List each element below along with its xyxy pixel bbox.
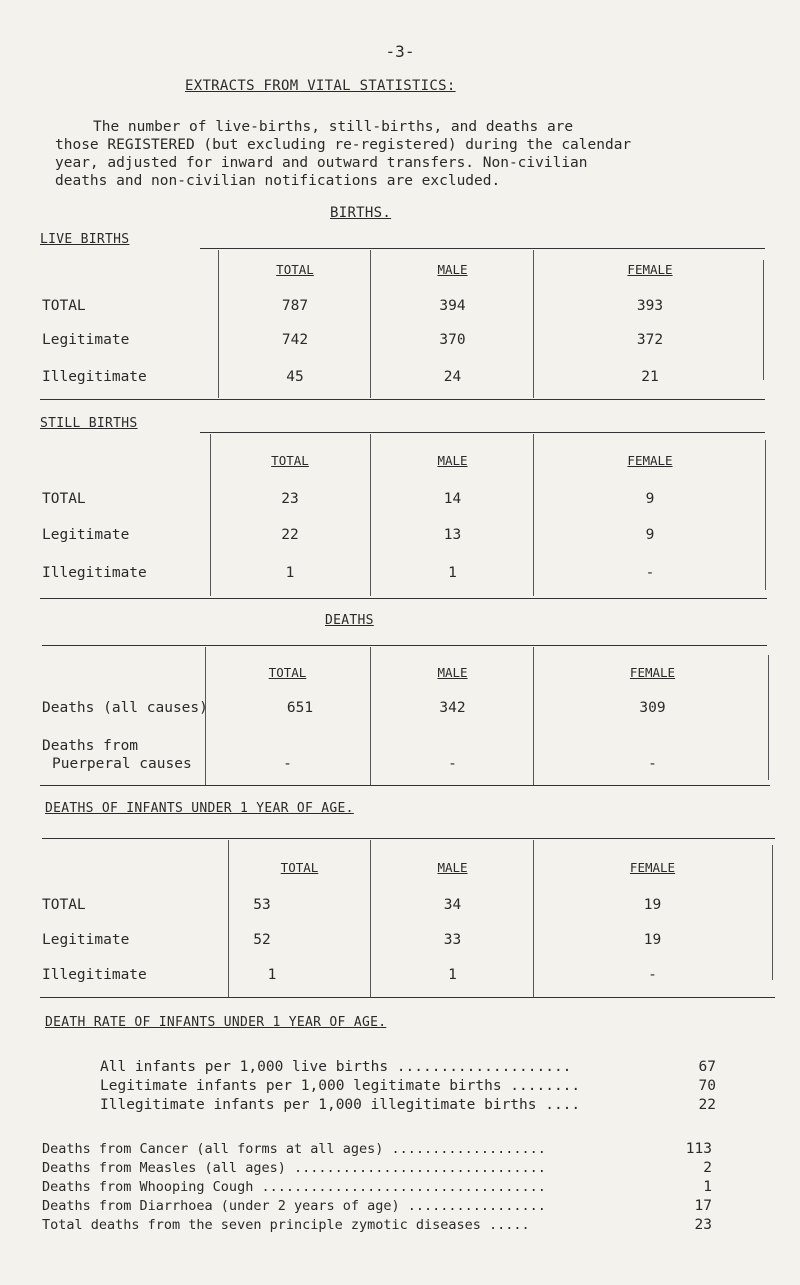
table-cell: 34 xyxy=(443,897,462,913)
table-cell: 394 xyxy=(439,298,466,314)
table-cell: 742 xyxy=(281,332,309,348)
column-divider xyxy=(772,845,773,980)
still-births-heading: STILL BIRTHS xyxy=(40,416,138,431)
column-divider xyxy=(370,434,371,596)
rate-line-label: Legitimate infants per 1,000 legitimate births ........ xyxy=(100,1078,581,1094)
table-cell: - xyxy=(645,565,655,581)
row-label: Deaths (all causes) xyxy=(42,700,208,716)
table-cell: - xyxy=(283,756,292,772)
table-cell: 9 xyxy=(645,491,655,507)
table-cell: - xyxy=(648,756,657,772)
other-deaths-label: Deaths from Cancer (all forms at all ages) ................... xyxy=(42,1141,546,1157)
births-heading: BIRTHS. xyxy=(330,205,392,221)
column-divider xyxy=(533,250,534,398)
table-cell: 19 xyxy=(643,897,662,913)
table-rule xyxy=(42,645,767,646)
other-deaths-label: Deaths from Measles (all ages) ............................... xyxy=(42,1160,546,1176)
other-deaths-label: Deaths from Whooping Cough ................................... xyxy=(42,1179,546,1195)
table-cell: 393 xyxy=(636,298,664,314)
table-cell: 23 xyxy=(281,491,299,507)
table-cell: 9 xyxy=(645,527,655,543)
table-cell: 14 xyxy=(443,491,462,507)
rate-line-value: 22 xyxy=(698,1097,716,1113)
other-deaths-value: 113 xyxy=(685,1141,712,1157)
table-cell: 52 xyxy=(253,932,271,948)
rate-line-label: Illegitimate infants per 1,000 illegitimate births .... xyxy=(100,1097,581,1113)
infant-death-rate-heading: DEATH RATE OF INFANTS UNDER 1 YEAR OF AGE. xyxy=(45,1015,387,1030)
column-header-female: FEMALE xyxy=(627,453,673,468)
table-cell: 370 xyxy=(439,332,466,348)
page-number: -3- xyxy=(385,42,415,61)
column-header-male: MALE xyxy=(437,860,468,875)
table-cell: - xyxy=(648,967,657,983)
column-divider xyxy=(768,655,769,780)
table-cell: 1 xyxy=(285,565,295,581)
table-rule xyxy=(40,598,767,599)
table-rule xyxy=(40,399,765,400)
other-deaths-label: Deaths from Diarrhoea (under 2 years of age) ................. xyxy=(42,1198,546,1214)
rate-line-value: 67 xyxy=(698,1059,716,1075)
column-header-male: MALE xyxy=(437,262,468,277)
other-deaths-value: 1 xyxy=(703,1179,712,1195)
table-rule xyxy=(42,838,775,839)
column-header-female: FEMALE xyxy=(629,665,676,680)
table-cell: 1 xyxy=(448,967,457,983)
other-deaths-value: 2 xyxy=(703,1160,712,1176)
intro-paragraph xyxy=(55,118,755,190)
column-header-total: TOTAL xyxy=(271,453,309,468)
column-header-female: FEMALE xyxy=(629,860,676,875)
row-label: TOTAL xyxy=(42,491,86,507)
table-rule xyxy=(200,432,765,433)
column-divider xyxy=(765,440,766,590)
intro-line: deaths and non-civilian notifications are excluded. xyxy=(55,173,501,189)
row-label: TOTAL xyxy=(42,298,86,314)
table-cell: 53 xyxy=(253,897,271,913)
table-cell: 45 xyxy=(286,369,304,385)
table-cell: - xyxy=(448,756,457,772)
column-divider xyxy=(218,250,219,398)
table-cell: 22 xyxy=(281,527,299,543)
column-divider xyxy=(228,840,229,998)
column-divider xyxy=(533,434,534,596)
row-label-continuation: Puerperal causes xyxy=(52,756,192,772)
table-rule xyxy=(40,785,770,786)
table-cell: 787 xyxy=(281,298,309,314)
column-header-total: TOTAL xyxy=(268,665,307,680)
table-cell: 1 xyxy=(267,967,277,983)
row-label: TOTAL xyxy=(42,897,86,913)
column-divider xyxy=(370,840,371,998)
table-cell: 372 xyxy=(636,332,664,348)
table-rule xyxy=(40,997,775,998)
column-divider xyxy=(763,260,764,380)
table-cell: 342 xyxy=(439,700,466,716)
deaths-heading: DEATHS xyxy=(325,613,374,628)
other-deaths-value: 17 xyxy=(694,1198,712,1214)
infant-deaths-heading: DEATHS OF INFANTS UNDER 1 YEAR OF AGE. xyxy=(45,801,354,816)
table-cell: 19 xyxy=(643,932,662,948)
row-label: Legitimate xyxy=(42,932,130,948)
column-divider xyxy=(370,647,371,785)
row-label: Legitimate xyxy=(42,332,130,348)
table-cell: 13 xyxy=(443,527,462,543)
row-label: Illegitimate xyxy=(42,565,147,581)
intro-line: The number of live-births, still-births, and deaths are xyxy=(93,119,574,135)
table-cell: 33 xyxy=(443,932,462,948)
table-cell: 24 xyxy=(443,369,462,385)
row-label: Deaths from xyxy=(42,738,139,754)
intro-line: those REGISTERED (but excluding re-registered) during the calendar xyxy=(55,137,632,153)
page-title: EXTRACTS FROM VITAL STATISTICS: xyxy=(185,78,456,94)
row-label: Illegitimate xyxy=(42,369,147,385)
intro-line: year, adjusted for inward and outward transfers. Non-civilian xyxy=(55,155,588,171)
other-deaths-label: Total deaths from the seven principle zymotic diseases ..... xyxy=(42,1217,530,1233)
table-cell: 21 xyxy=(641,369,659,385)
table-cell: 651 xyxy=(286,700,314,716)
rate-line-value: 70 xyxy=(698,1078,716,1094)
column-header-total: TOTAL xyxy=(280,860,319,875)
column-divider xyxy=(210,434,211,596)
column-header-total: TOTAL xyxy=(276,262,314,277)
column-divider xyxy=(370,250,371,398)
column-header-male: MALE xyxy=(437,665,468,680)
column-header-male: MALE xyxy=(437,453,468,468)
table-cell: 309 xyxy=(639,700,666,716)
column-header-female: FEMALE xyxy=(627,262,673,277)
row-label: Legitimate xyxy=(42,527,130,543)
column-divider xyxy=(205,647,206,785)
table-cell: 1 xyxy=(448,565,457,581)
column-divider xyxy=(533,840,534,998)
row-label: Illegitimate xyxy=(42,967,147,983)
column-divider xyxy=(533,647,534,785)
rate-line-label: All infants per 1,000 live births .................... xyxy=(100,1059,572,1075)
live-births-heading: LIVE BIRTHS xyxy=(40,232,130,247)
other-deaths-value: 23 xyxy=(694,1217,712,1233)
table-rule xyxy=(200,248,765,249)
